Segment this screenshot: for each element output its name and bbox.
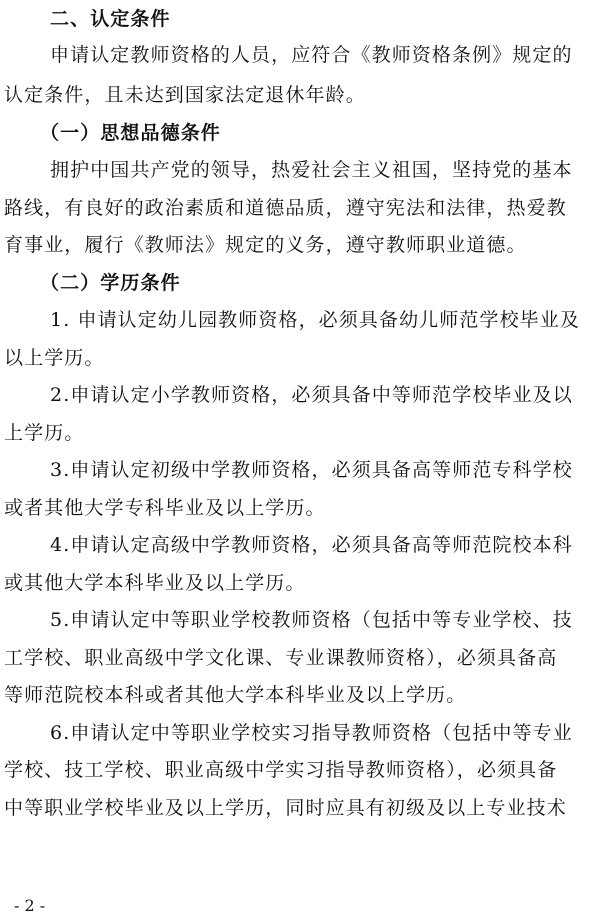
item4-line-1: 4.申请认定高级中学教师资格，必须具备高等师范院校本科 [50, 534, 573, 556]
item3-line-2: 或者其他大学专科毕业及以上学历。 [4, 497, 326, 519]
sub1-line-1: 拥护中国共产党的领导，热爱社会主义祖国，坚持党的基本 [50, 159, 573, 181]
section-heading: 二、认定条件 [50, 8, 171, 30]
item1-line-2: 以上学历。 [4, 347, 105, 369]
item6-line-3: 中等职业学校毕业及以上学历，同时应具有初级及以上专业技术 [4, 797, 567, 819]
item1-line-1: 1. 申请认定幼儿园教师资格，必须具备幼儿师范学校毕业及 [50, 309, 580, 331]
item4-line-2: 或其他大学本科毕业及以上学历。 [4, 572, 306, 594]
item2-line-1: 2.申请认定小学教师资格，必须具备中等师范学校毕业及以 [50, 384, 573, 406]
item6-line-2: 学校、技工学校、职业高级中学实习指导教师资格），必须具备 [4, 759, 558, 781]
item5-line-3: 等师范院校本科或者其他大学本科毕业及以上学历。 [4, 684, 467, 706]
subsection-heading-2: （二）学历条件 [40, 272, 181, 294]
sub1-line-2: 路线，有良好的政治素质和道德品质，遵守宪法和法律，热爱教 [4, 197, 567, 219]
item5-line-2: 工学校、职业高级中学文化课、专业课教师资格），必须具备高 [4, 647, 558, 669]
intro-line-1: 申请认定教师资格的人员，应符合《教师资格条例》规定的 [50, 44, 573, 66]
intro-line-2: 认定条件，且未达到国家法定退休年龄。 [4, 84, 366, 106]
item5-line-1: 5.申请认定中等职业学校教师资格（包括中等专业学校、技 [50, 609, 573, 631]
item6-line-1: 6.申请认定中等职业学校实习指导教师资格（包括中等专业 [50, 722, 573, 744]
page-number: - 2 - [14, 896, 46, 915]
subsection-heading-1: （一）思想品德条件 [40, 122, 221, 144]
item3-line-1: 3.申请认定初级中学教师资格，必须具备高等师范专科学校 [50, 459, 573, 481]
item2-line-2: 上学历。 [4, 422, 85, 444]
sub1-line-3: 育事业，履行《教师法》规定的义务，遵守教师职业道德。 [4, 234, 527, 256]
